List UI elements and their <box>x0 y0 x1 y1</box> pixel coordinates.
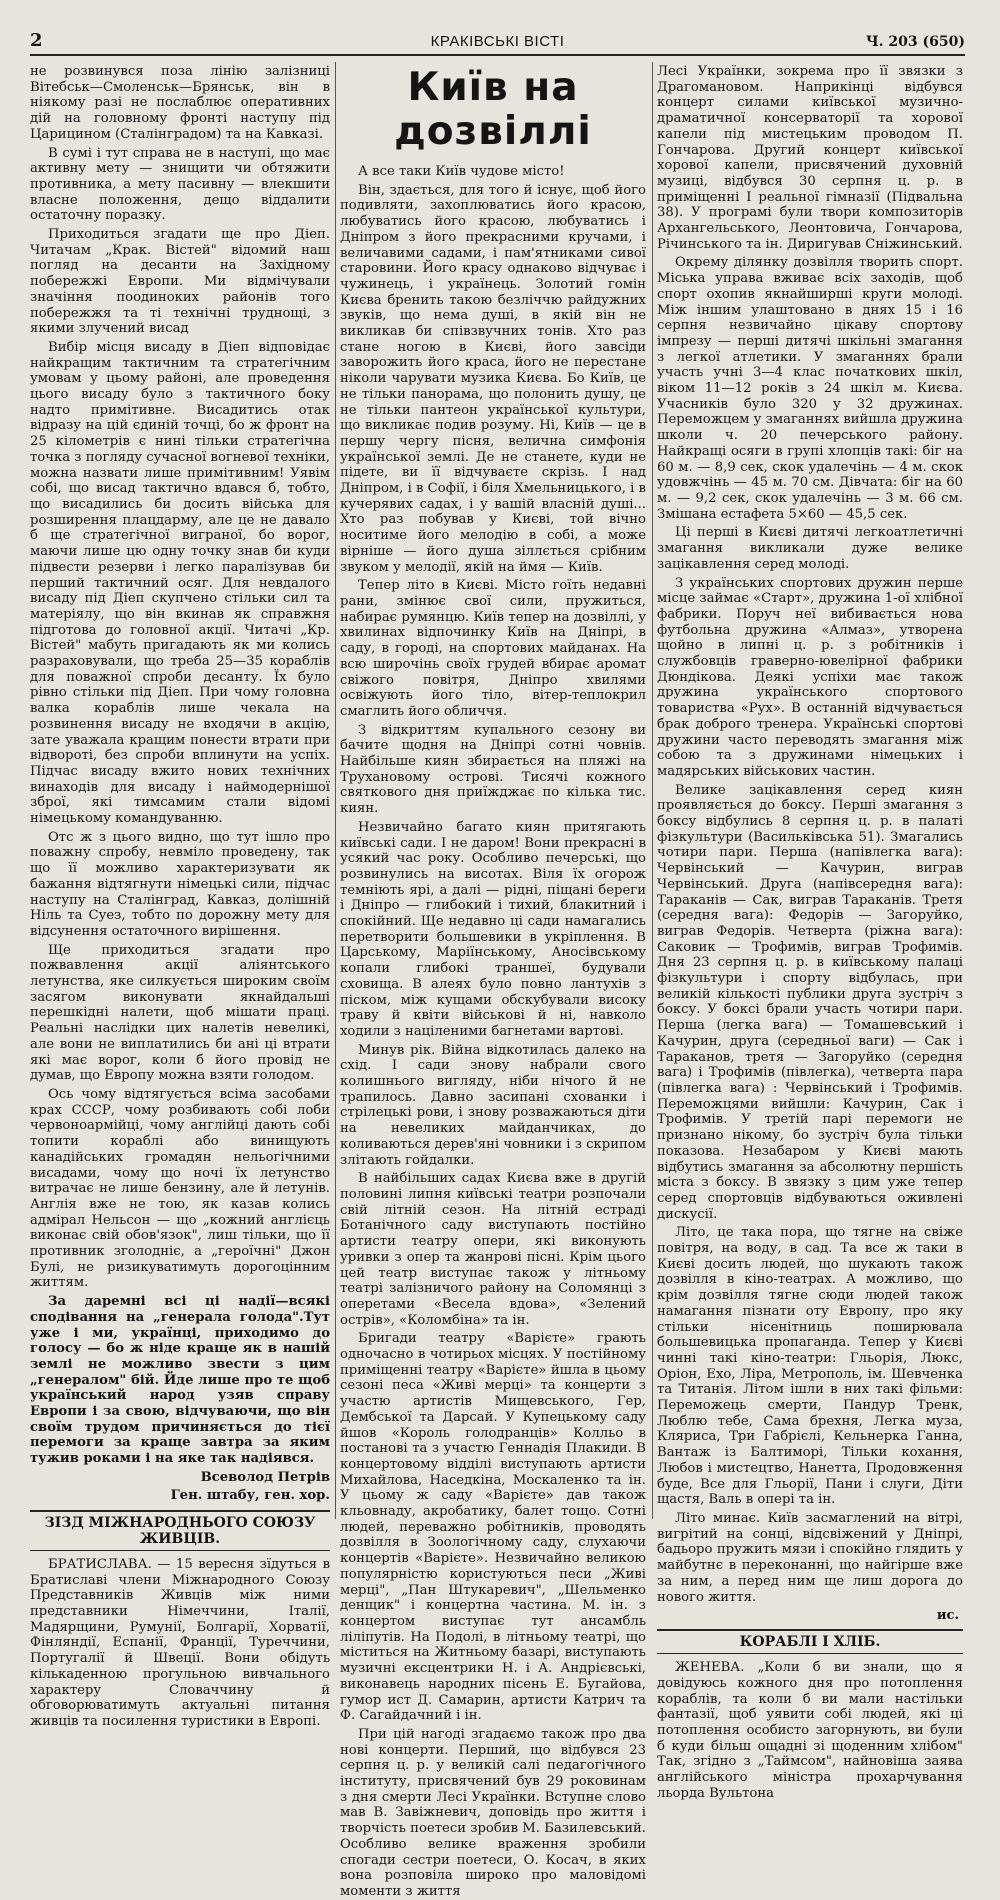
article-paragraph: Літо минає. Київ засмаглений на вітрі, вигрітий на сонці, відсвіжений у Дніпрі, бадьоро пружить мязи і спокійно глядить у майбутнє в переконанні, що найгірше вже за ним, а перед ним ще лиш дорога до нового життя. <box>657 1510 963 1605</box>
author-name: Всеволод Петрів <box>200 1469 330 1485</box>
paper-name: КРАКІВСЬКІ ВІСТІ <box>430 33 565 50</box>
article-paragraph: В сумі і тут справа не в наступі, що має активну мету — знищити чи обтяжити противника, а мету пасивну — влекшити власне положення, дещо віддалити остаточну поразку. <box>30 145 330 224</box>
page-number: 2 <box>30 30 43 51</box>
article-paragraph: Лесі Українки, зокрема про її звязки з Драгомановом. Наприкінці відбувся концерт силами київської музично-драматичної консерваторії та хорової капели під мистецьким проводом П. Гончарова. Другий концерт київської хорової капели, присвячений духовній музиці, відбувся 30 серпня ц. р. в приміщенні І реальної гімназії (Підвальна 38). У програмі були твори композиторів Архангельського, Леонтовича, Гончарова, Річинського та ін. Диригував Сніжинський. <box>657 64 963 252</box>
article-paragraph: Тепер літо в Києві. Місто гоїть недавні рани, змінює свої сили, пружиться, набирає румянцю. Київ тепер на дозвіллі, у хвилинах відпочинку Київ на Дніпрі, в саду, в городі, на спортових майданах. На всю широчінь своїх грудей вбирає аромат свіжого повітря, Дніпро хвилями освіжують його тіло, вітер-теплокрил смаглить його обличчя. <box>340 578 646 719</box>
ships-text: ЖЕНЕВА. „Коли б ви знали, що я довідуюсь кожного дня про потоплення кораблів, та коли б ви мали настільки фантазії, щоб уявити собі людей, які ці потоплення особисто загорнують, ви були б куди більш ощадні зі щоденним хлібом" Так, згідно з „Таймсом", найновіша заява англійського міністра прохарчування льорда Вультона <box>657 1660 963 1801</box>
article-paragraph: не розвинувся поза лінію залізниці Вітебськ—Смоленськ—Брянськ, він в ніякому разі не послаблює оперативних дій на головному фронті наступу під Царицином (Сталінградом) та на Кавказі. <box>30 64 330 142</box>
article-paragraph: Він, здається, для того й існує, щоб його подивляти, захоплюватись його красою, любуватись його красою, любуватись і Дніпром з його прекрасними кручами, і величавими садами, і пам'ятниками сивої старовини. Його красу однаково відчуває і чужинець, і українець. Золотий гомін Києва бренить такою безліччю райдужних звуків, що нема душі, в якій він не викликав би співзвучних тонів. Хто раз стане ногою в Києві, його завсіди заворожить його краса, його не перестане ніколи чарувати музика Києва. Бо Київ, це не тільки панорама, що полонить душу, це не тільки пантеон української культури, що викликає подив розуму. Ні, Київ — це в першу чергу пісня, велична симфонія української землі. Де не станете, куди не підете, ви її відчуваєте скрізь. І над Дніпром, і в Софії, і біля Хмельницького, і в кучерявих садах, і у вашій власній душі... Хто раз побував у Києві, той вічно носитиме його мелодію в собі, а може вірніше — його душа зіллється срібним звуком у мелодії, якій на ймя — Київ. <box>340 182 646 575</box>
page-header <box>30 30 965 56</box>
main-headline: Київ на дозвіллі <box>394 65 592 154</box>
author-title: Ген. штабу, ген. хор. <box>170 1487 330 1503</box>
ships-headline: КОРАБЛІ І ХЛІБ. <box>739 1634 881 1651</box>
column-3 <box>657 64 963 1801</box>
article-paragraph: Окрему ділянку дозвілля творить спорт. Міська управа вживає всіх заходів, щоб спорт охопив якнайширші круги молоді. Між іншим улаштовано в днях 15 і 16 серпня незвичайно цікаву спортову імпрезу — перші дитячі шкільні змагання з легкої атлетики. У змаганнях брали участь учні 3—4 клас початкових шкіл, віком 11—12 років з 24 шкіл м. Києва. Учасників було 320 у 32 дружинах. Переможцем у змаганнях вийшла дружина школи ч. 20 печерського району. Найкращі осяги в групі хлопців такі: біг на 60 м. — 8,9 сек, скок удалечінь — 4 м. скок удовжчінь — 45 м. 70 см. Дівчата: біг на 60 м. — 9,2 сек, скок удалечінь — 3 м. 66 см. Змішана естафета 5×60 — 45,5 сек. <box>657 255 963 522</box>
issue-number: Ч. 203 (650) <box>865 34 965 50</box>
article-paragraph: Ці перші в Києві дитячі легкоатлетичні змагання викликали дуже велике зацікавлення серед молоді. <box>657 525 963 572</box>
article-paragraph: Ще приходиться згадати про пожвавлення акції аліянтського летунства, яке силкується широким своїм засягом виконувати якнайдальші перешкідні налети, щоб мішати праці. Реальні наслідки цих налетів невеликі, але вони не виплатились би ані ці втрати які має ворог, коли б його провід не думав, що Европу можна взяти голодом. <box>30 942 330 1084</box>
section-rule-thin <box>657 1653 963 1654</box>
column-rule-2 <box>652 62 653 1519</box>
section-rule <box>657 1629 963 1631</box>
section-rule <box>30 1510 330 1512</box>
congress-text: БРАТИСЛАВА. — 15 вересня зїдуться в Братиславі члени Міжнародного Союзу Представників Живців між ними представники Німеччини, Італії, Мадярщини, Румунії, Болгарії, Хорватії, Фінляндії, Еспанії, Франції, Туреччини, Португалії й Швеції. Вони обідуть кількаденною прогульною вивчального характеру Словаччину й обговорюватимуть актуальні питання живців та посилення туристики в Европі. <box>30 1556 330 1729</box>
article-paragraph: Приходиться згадати ще про Діеп. Читачам „Крак. Вістей" відомий наш погляд на десанти на Західному побережжі Европи. Ми відмічували значіння поодиноких районів того побережжя та ті технічні труднощі, з якими злучений висад <box>30 227 330 337</box>
article-paragraph: Отс ж з цього видно, що тут ішло про поважну спробу, невміло проведену, так що її можливо характеризувати як бажання відтягнути німецькі сили, підчас наступу на Сталінград, Кавказ, долішній Ніль та Суез, тобто по дорожну мету для відсунення остаточного вирішення. <box>30 829 330 939</box>
article-paragraph-bold: За даремні всі ці надії—всякі сподівання на „генерала голода".Тут уже і ми, українці, приходимо до голосу — бо ж ніде краще як в нашій землі не можливо звести з цим „генералом" бій. Йде лише про те щоб український народ узяв справу Европи і за свою, відчуваючи, що він своїм трудом причиняється до тієї перемоги за краще завтра за яким тужив роками і на яке так надіявся. <box>30 1294 330 1467</box>
column-1 <box>30 64 330 1729</box>
article-paragraph: В найбільших садах Києва вже в другій половині липня київські театри розпочали свій літній сезон. На літній естраді Ботанічного саду виступають постійно артисти театру опери, які виконують уривки з опер та жанрові пісні. Крім цього цей театр виступає також у літньому театрі залізничого району на Соломянці з оперетами «Весела вдова», «Зелений острів», «Коломбіна» та ін. <box>340 1171 646 1328</box>
column-rule-1 <box>335 62 336 1519</box>
column-2 <box>340 64 646 1899</box>
article-paragraph: З відкриттям купального сезону ви бачите щодня на Дніпрі сотні човнів. Найбільше киян збирається на пляжі на Трухановому острові. Тисячі кожного святкового дня приїжджає по кілька тис. киян. <box>340 722 646 817</box>
article-paragraph: Літо, це така пора, що тягне на свіже повітря, на воду, в сад. Та все ж таки в Києві досить людей, що шукають також дозвілля в кіно-театрах. А можливо, що крім дозвілля тягне сюди людей також намагання пізнати оту Европу, про яку стільки нісенітниць поширювала большевицька пропаганда. Тепер у Києві чинні такі кіно-театри: Гльорія, Люкс, Оріон, Ехо, Ліра, Метрополь, ім. Шевченка та Титанія. Літом ішли в них такі фільми: Переможець смерти, Пандур Тренк, Люблю тебе, Сама брехня, Легка муза, Кляриса, Три Габрієлі, Кельнерка Ганна, Вантаж із Балтиморі, Тільки кохання, Любов і мистецтво, Нанетта, Продовження буде, Все для Гльорії, Пани і слуги, Діти щастя, Валь в опері та ін. <box>657 1225 963 1508</box>
article-paragraph: Вибір місця висаду в Діеп відповідає найкращим тактичним та стратегічним умовам у цьому районі, але проведення цього висаду було з тактичного боку надто примітивне. Висадитись отак відразу на цій єдиній точці, бо ж фронт на 25 кілометрів є нині тільки стратегічна точка з погляду сучасної вогневої техніки, можна назвати лише примітивним! Уявім собі, що висад тактично вдався б, тобто, що висадились би досить війська для розширення плацдарму, але це не давало б ще стратегічної виграної, бо ворог, маючи лише цю одну точку знав би куди підвести резерви і легко паралізував би перший тактичний осяг. Для невдалого висаду під Діеп скупчено стільки сил та матеріялу, що він вкинав як справжня підготова до головної акції. Читачі „Кр. Вістей" мабуть пригадають як ми колись разраховували, що треба 25—35 кораблів для поважної спроби десанту. Їх було рівно стільки під Діеп. При чому головна валка кораблів лише чекала на розвинення висаду не входячи в акцію, зате уважала кращим понести втрати при відвороті, без спроби вплинути на успіх. Підчас висаду вжито нових технічних винаходів для висаду і наймодернішої зброї, які тимсамим стали відомі німецькому командуванню. <box>30 339 330 827</box>
article-paragraph: Велике зацікавлення серед киян проявляється до боксу. Перші змагання з боксу відбулись 8 серпня ц. р. в палаті фізкультури (Васильківська 51). Змагались чотири пари. Перша (напівлегка вага): Червінський — Качурин, виграв Червінський. Друга (напівсередня вага): Тараканів — Сак, виграв Тараканів. Третя (середня вага): Федорів — Загоруйко, виграв Федорів. Четверта (ріжна вага): Саковик — Трофимів, виграв Трофимів. Дня 23 серпня ц. р. в київському палаці фізкультури і спорту відбулась, при великій кількості публики друга зустріч з боксу. У боксі брали участь чотири пари. Перша (легка вага) — Томашевський і Качурин, друга (середньої ваги) — Сак і Тараканов, третя — Загоруйко (середня вага) і Трофимів (півлегка), четверта пара (півлегка вага) : Червінський і Трофимів. Переможцями вийшли: Качурин, Сак і Трофимів. У третій парі перемоги не признано нікому, бо зустріч була тільки показова. Незабаром у Києві мають відбутись змагання за абсолютну першість міста з боксу. В звязку з цим уже тепер серед спортовців відбуваються оживлені дискусії. <box>657 782 963 1222</box>
congress-headline: ЗІЗД МІЖНАРОДНЬОГО СОЮЗУ ЖИВЦІВ. <box>44 1514 316 1547</box>
article-paragraph: Минув рік. Війна відкотилась далеко на схід. І сади знову набрали свого колишнього вигляду, ніби нічого й не трапилось. Давно засипані схованки і стрілецькі рови, і знову розважаються діти на невеликих майданчиках, до коливаються дерев'яні човники і з скрипом злітають гойдалки. <box>340 1042 646 1168</box>
article-paragraph: А все таки Київ чудове місто! <box>358 164 565 179</box>
article-paragraph: Бригади театру «Варієте» грають одночасно в чотирьох місцях. У постійному приміщенні театру «Варієте» йшла в цьому сезоні песа «Живі мерці» та концерти з участю артистів Мищевського, Гер, Дембської та Дарсай. У Купецькому саду йшов «Король голодранців» Колльо в постанові та з участю Геннадія Плакиди. В концертовому відділі виступають артисти Михайлова, Наседкіна, Москаленко та ін. У цьому ж саду «Варієте» дав також кльовнаду, акробатику, балет тощо. Сотні людей, переважно робітників, проводять дозвілля в Зоологічному саду, слухаючи концертів «Варієте». Незвичайно великою популярністю користуються песи „Живі мерці", „Пан Штукаревич", „Шельменко денщик" і концертна частина. М. ін. з концертом виступає тут ансамбль ліліпутів. На Подолі, в літньому театрі, що міститься на Житньому базарі, виступають музичні ексцентрики Н. і А. Андрієвські, виконавець народних пісень Е. Бугайова, гумор ист Д. Самарин, артисти Катрич та Ф. Сагайдачний і ін. <box>340 1331 646 1724</box>
article-paragraph: З українських спортових дружин перше місце займає «Старт», дружина 1-ої хлібної фабрики. Поруч неї вибивається нова футбольна дружина «Алмаз», утворена щойно в липні ц. р. з робітників і службовців граверно-ювелірної фабрики Дюндікова. Деякі успіхи має також дружина українського спортового товариства «Рух». В останній відчувається брак доброго тренера. Українські спортові дружини часто переводять змагання між собою та з дружинами німецьких і мадярських військових частин. <box>657 575 963 779</box>
article-signature: ис. <box>936 1608 959 1624</box>
article-paragraph: Ось чому відтягується всіма засобами крах СССР, чому розбивають собі лоби червоноармійці, чому англійці дають собі топити кораблі або винищують канадійських громадян нельогічними висадами, чому що ночі їх летунство витрачає не лише бензину, але й летунів. Англія вже не тою, як казав колись адмірал Нельсон — що „кожний англієць виконає свій обов'язок", лиш тільки, що її противник зголодніє, а „героїчні" Джон Булі, не ризикуватимуть дорогоцінним життям. <box>30 1087 330 1291</box>
article-paragraph: При цій нагоді згадаємо також про два нові концерти. Перший, що відбувся 23 серпня ц. р. у великій салі педагогічного інституту, присвячений був 29 роковинам з дня смерти Лесі Українки. Вступне слово мав В. Завіжневич, доповідь про життя і творчість поетеси зробив М. Базилевський. Особливо велике враження зробили спогади сестри поетеси, О. Косач, в яких вона розповіла широко про маловідомі моменти з життя <box>340 1726 646 1899</box>
section-rule-thin <box>30 1550 330 1551</box>
article-paragraph: Незвичайно багато киян притягають київські сади. І не даром! Вони прекрасні в усякий час року. Особливо печерські, що розвинулись на висотах. Віля їх огорож темніють ярі, а далі — рідні, піщані береги і Дніпро — глибокий і тихий, блакитний і спокійний. Ще недавно ці сади намагались перетворити большевики в укріплення. В Царському, Маріїнському, Аносівському копали глибокі траншеї, будували сховища. В алеях було повно лантухів з піском, між кущами обскубували високу траву й квіти військові й ні, навколо ходили з націленими багнетами вартові. <box>340 819 646 1039</box>
